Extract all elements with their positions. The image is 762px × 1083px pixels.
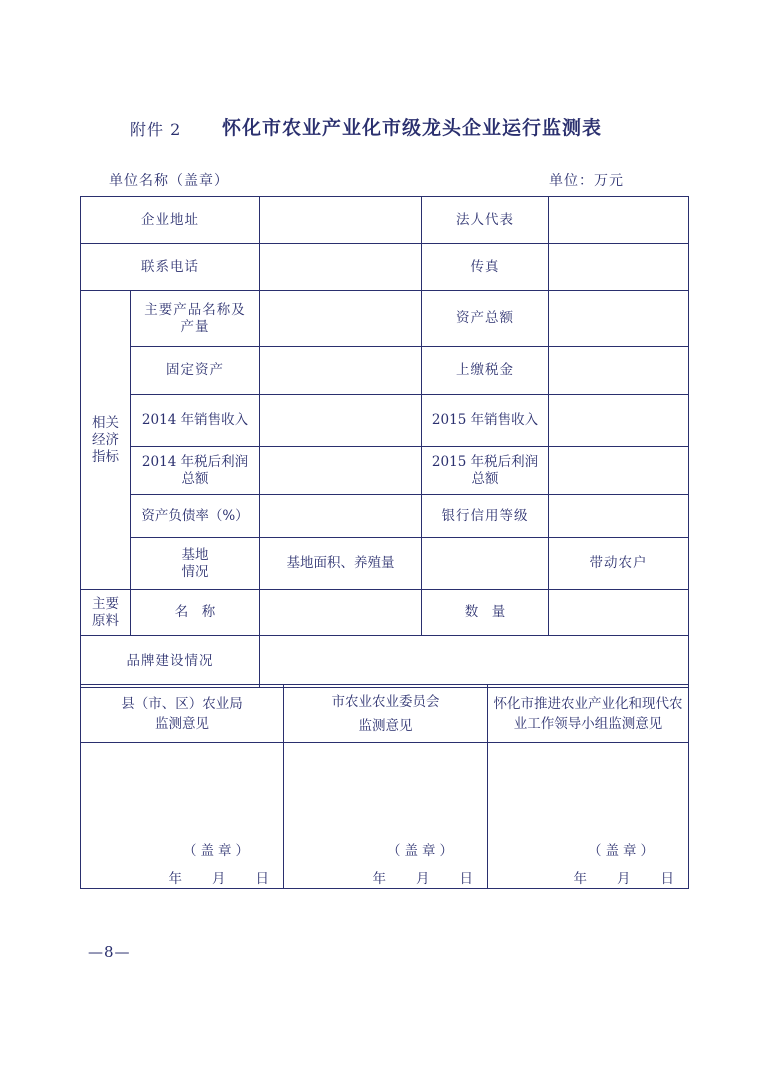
month-label: 月	[212, 871, 226, 887]
sales-2015-value-cell[interactable]	[549, 395, 689, 447]
legal-rep-label: 法人代表	[422, 197, 549, 244]
attachment-label: 附件 2	[130, 120, 182, 139]
base-area-value-cell[interactable]	[422, 538, 549, 590]
city-committee-opinion-header: 市农业农业委员会 监测意见	[284, 685, 488, 743]
table-row	[81, 590, 689, 636]
table-row	[81, 636, 689, 688]
page-title: 怀化市农业产业化市级龙头企业运行监测表	[222, 117, 603, 139]
month-label: 月	[617, 871, 631, 887]
fax-value-cell[interactable]	[549, 244, 689, 291]
tax-paid-label: 上缴税金	[422, 347, 549, 395]
bank-credit-label: 银行信用等级	[422, 495, 549, 538]
county-opinion-cell[interactable]	[81, 743, 284, 889]
brand-label: 品牌建设情况	[81, 636, 260, 688]
material-name-value-cell[interactable]	[260, 590, 422, 636]
sales-2015-label: 2015 年销售收入	[422, 395, 549, 447]
raw-materials-group: 主要 原料	[81, 590, 131, 636]
debt-ratio-value-cell[interactable]	[260, 495, 422, 538]
day-label: 日	[459, 871, 473, 887]
base-area-label: 基地面积、养殖量	[260, 538, 422, 590]
year-label: 年	[573, 871, 587, 887]
table-row	[81, 347, 689, 395]
day-label: 日	[255, 871, 269, 887]
monitoring-table	[80, 196, 689, 688]
unit-name-label: 单位名称（盖章）	[109, 173, 229, 189]
profit-2015-value-cell[interactable]	[549, 447, 689, 495]
main-product-label: 主要产品名称及 产量	[131, 291, 260, 347]
sales-2014-label: 2014 年销售收入	[131, 395, 260, 447]
date-line	[488, 867, 688, 887]
opinions-table	[80, 684, 689, 889]
table-row	[81, 447, 689, 495]
main-product-value-cell[interactable]	[260, 291, 422, 347]
economic-indicators-group	[81, 291, 131, 590]
table-row	[81, 291, 689, 347]
fixed-assets-value-cell[interactable]	[260, 347, 422, 395]
profit-2014-label: 2014 年税后利润 总额	[131, 447, 260, 495]
total-assets-value-cell[interactable]	[549, 291, 689, 347]
seal-label: （盖章）	[588, 843, 658, 859]
table-row	[81, 197, 689, 244]
address-value-cell[interactable]	[260, 197, 422, 244]
opinions-header-row	[81, 685, 689, 743]
year-label: 年	[168, 871, 182, 887]
profit-2015-label: 2015 年税后利润 总额	[422, 447, 549, 495]
group-line: 相关	[92, 414, 119, 431]
table-row	[81, 395, 689, 447]
table-row	[81, 495, 689, 538]
phone-value-cell[interactable]	[260, 244, 422, 291]
legal-rep-value-cell[interactable]	[549, 197, 689, 244]
month-label: 月	[416, 871, 430, 887]
city-committee-opinion-cell[interactable]	[284, 743, 488, 889]
currency-unit-label: 单位：万元	[549, 173, 624, 189]
day-label: 日	[660, 871, 674, 887]
table-row	[81, 538, 689, 590]
opinions-body-row	[81, 743, 689, 889]
base-situation-group: 基地 情况	[131, 538, 260, 590]
date-line	[284, 867, 487, 887]
page-number: —8—	[88, 943, 131, 961]
date-line	[81, 867, 283, 887]
material-qty-value-cell[interactable]	[549, 590, 689, 636]
leading-group-opinion-cell[interactable]	[488, 743, 689, 889]
year-label: 年	[372, 871, 386, 887]
households-label: 带动农户	[549, 538, 689, 590]
group-line: 指标	[92, 448, 119, 465]
table-row	[81, 244, 689, 291]
fixed-assets-label: 固定资产	[131, 347, 260, 395]
leading-group-opinion-header: 怀化市推进农业产业化和现代农 业工作领导小组监测意见	[488, 685, 689, 743]
fax-label: 传真	[422, 244, 549, 291]
profit-2014-value-cell[interactable]	[260, 447, 422, 495]
debt-ratio-label: 资产负债率（%）	[131, 495, 260, 538]
county-opinion-header: 县（市、区）农业局 监测意见	[81, 685, 284, 743]
group-line: 经济	[92, 431, 119, 448]
seal-label: （盖章）	[183, 843, 253, 859]
sales-2014-value-cell[interactable]	[260, 395, 422, 447]
address-label: 企业地址	[81, 197, 260, 244]
bank-credit-value-cell[interactable]	[549, 495, 689, 538]
total-assets-label: 资产总额	[422, 291, 549, 347]
seal-label: （盖章）	[387, 843, 457, 859]
material-name-label: 名 称	[131, 590, 260, 636]
material-qty-label: 数 量	[422, 590, 549, 636]
tax-paid-value-cell[interactable]	[549, 347, 689, 395]
phone-label: 联系电话	[81, 244, 260, 291]
title-row	[0, 113, 762, 143]
brand-value-cell[interactable]	[260, 636, 689, 688]
